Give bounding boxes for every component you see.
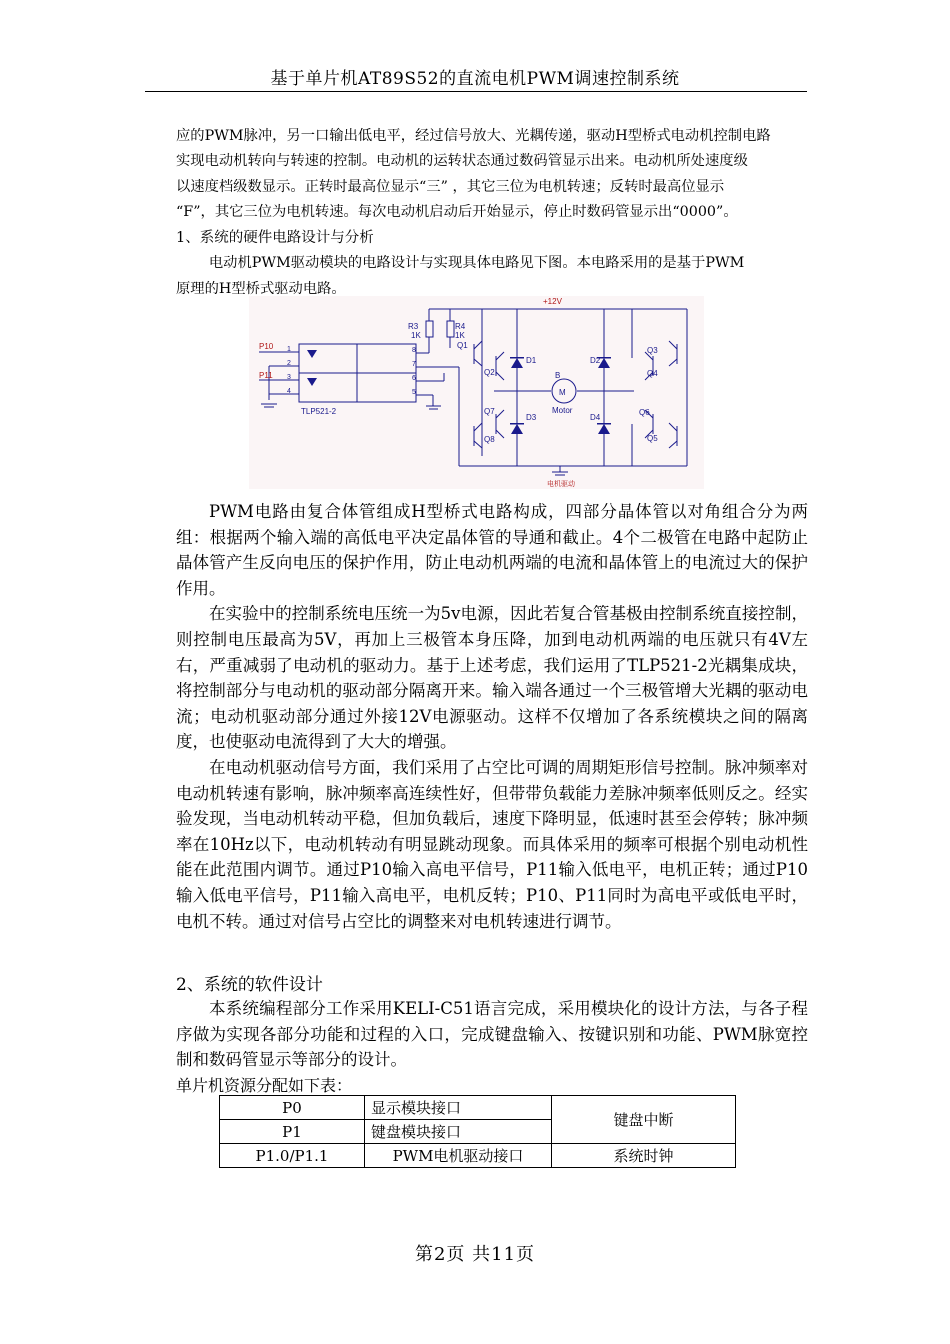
intro-line: 实现电动机转向与转速的控制。电动机的运转状态通过数码管显示出来。电动机所处速度级 xyxy=(176,153,748,170)
transistor-label: Q1 xyxy=(457,341,468,350)
pin-label: 7 xyxy=(412,361,416,368)
resource-table xyxy=(219,1095,736,1168)
pin-label: 1 xyxy=(287,346,291,353)
r3-value: 1K xyxy=(411,331,421,340)
motor-ref: B xyxy=(555,371,561,380)
intro-line: “F”，其它三位为电机转速。每次电动机启动后开始显示，停止时数码管显示出“0000”。 xyxy=(176,204,738,221)
intro-block xyxy=(176,124,808,226)
pin-label: 6 xyxy=(412,375,416,382)
table-cell: P0 xyxy=(220,1096,365,1120)
table-cell: 系统时钟 xyxy=(552,1144,736,1168)
pin-label: 4 xyxy=(287,388,291,395)
table-row xyxy=(220,1096,736,1120)
diode-label: D1 xyxy=(526,356,537,365)
transistor-label: Q4 xyxy=(647,369,658,378)
paragraph-software: 本系统编程部分工作采用KELI-C51语言完成，采用模块化的设计方法，与各子程序做为实现各部分功能和过程的入口，完成键盘输入、按键识别和功能、PWM脉宽控制和数码管显示等部分的设计。 xyxy=(176,999,808,1070)
software-paragraph xyxy=(176,996,808,1073)
intro-line: 以速度档级数显示。正转时最高位显示“三” ，其它三位为电机转速；反转时最高位显示 xyxy=(176,178,725,195)
table-cell: 显示模块接口 xyxy=(365,1096,552,1120)
page-header: 基于单片机AT89S52的直流电机PWM调速控制系统 xyxy=(270,69,680,89)
hw-intro-line: 电动机PWM驱动模块的电路设计与实现具体电路见下图。本电路采用的是基于PWM xyxy=(208,255,745,271)
pin-label: 3 xyxy=(287,374,291,381)
table-intro: 单片机资源分配如下表： xyxy=(176,1076,353,1095)
chip-label: TLP521-2 xyxy=(301,407,337,416)
table-cell: PWM电机驱动接口 xyxy=(365,1144,552,1168)
table-cell: 键盘中断 xyxy=(552,1096,736,1144)
r3-label: R3 xyxy=(408,322,419,331)
transistor-label: Q7 xyxy=(484,407,495,416)
motor-symbol: M xyxy=(559,388,566,397)
body-paragraphs xyxy=(176,499,808,934)
circuit-caption: 电机驱动 xyxy=(547,481,575,488)
paragraph-signal: 在电动机驱动信号方面，我们采用了占空比可调的周期矩形信号控制。脉冲频率对电动机转速有影响，脉冲频率高连续性好，但带带负载能力差脉冲频率低则反之。经实验发现，当电动机转动平稳，但加负载后，速度下降明显，低速时甚至会停转；脉冲频率在10Hz以下，电动机转动有明显跳动现象。而具体采用的频率可根据个别电动机性能在此范围内调节。通过P10输入高电平信号，P11输入低电平，电机正转；通过P10输入低电平信号，P11输入高电平，电机反转；P10、P11同时为高电平或低电平时，电机不转。通过对信号占空比的调整来对电机转速进行调节。 xyxy=(176,757,808,931)
paragraph-power: 在实验中的控制系统电压统一为5v电源，因此若复合管基极由控制系统直接控制，则控制电压最高为5V，再加上三极管本身压降，加到电动机两端的电压就只有4V左右，严重减弱了电动机的驱动力。基于上述考虑，我们运用了TLP521-2光耦集成块，将控制部分与电动机的驱动部分隔离开来。输入端各通过一个三极管增大光耦的驱动电流；电动机驱动部分通过外接12V电源驱动。这样不仅增加了各系统模块之间的隔离度，也使驱动电流得到了大大的增强。 xyxy=(176,604,808,752)
page-footer: 第2页 共11页 xyxy=(414,1244,536,1265)
supply-label: +12V xyxy=(543,297,562,306)
pin-label: 8 xyxy=(412,347,416,354)
section2-title: 2、系统的软件设计 xyxy=(176,975,323,995)
transistor-label: Q2 xyxy=(484,368,495,377)
table-row xyxy=(220,1144,736,1168)
section1-title: 1、系统的硬件电路设计与分析 xyxy=(176,230,374,246)
p10-label: P10 xyxy=(259,342,274,351)
intro-line: 应的PWM脉冲，另一口输出低电平，经过信号放大、光耦传递，驱动H型桥式电动机控制电路 xyxy=(176,128,771,144)
transistor-label: Q8 xyxy=(484,435,495,444)
motor-label: Motor xyxy=(552,406,573,415)
pin-label: 5 xyxy=(412,389,416,396)
transistor-label: Q5 xyxy=(647,434,658,443)
hw-intro xyxy=(176,251,808,302)
pin-label: 2 xyxy=(287,360,291,367)
diode-label: D3 xyxy=(526,413,537,422)
r4-value: 1K xyxy=(455,331,465,340)
r4-label: R4 xyxy=(455,322,466,331)
transistor-label: Q6 xyxy=(639,408,650,417)
table-cell: P1 xyxy=(220,1120,365,1144)
table-cell: P1.0/P1.1 xyxy=(220,1144,365,1168)
paragraph-pwm: PWM电路由复合体管组成H型桥式电路构成，四部分晶体管以对角组合分为两组：根据两个输入端的高低电平决定晶体管的导通和截止。4个二极管在电路中起防止晶体管产生反向电压的保护作用，防止电动机两端的电流和晶体管上的电流过大的保护作用。 xyxy=(176,502,808,598)
transistor-label: Q3 xyxy=(647,346,658,355)
header-rule xyxy=(145,91,807,92)
diode-label: D4 xyxy=(590,413,601,422)
circuit-diagram xyxy=(249,296,704,489)
p11-label: P11 xyxy=(259,371,273,380)
table-cell: 键盘模块接口 xyxy=(365,1120,552,1144)
diode-label: D2 xyxy=(590,356,601,365)
hw-intro-line: 原理的H型桥式驱动电路。 xyxy=(176,280,346,297)
